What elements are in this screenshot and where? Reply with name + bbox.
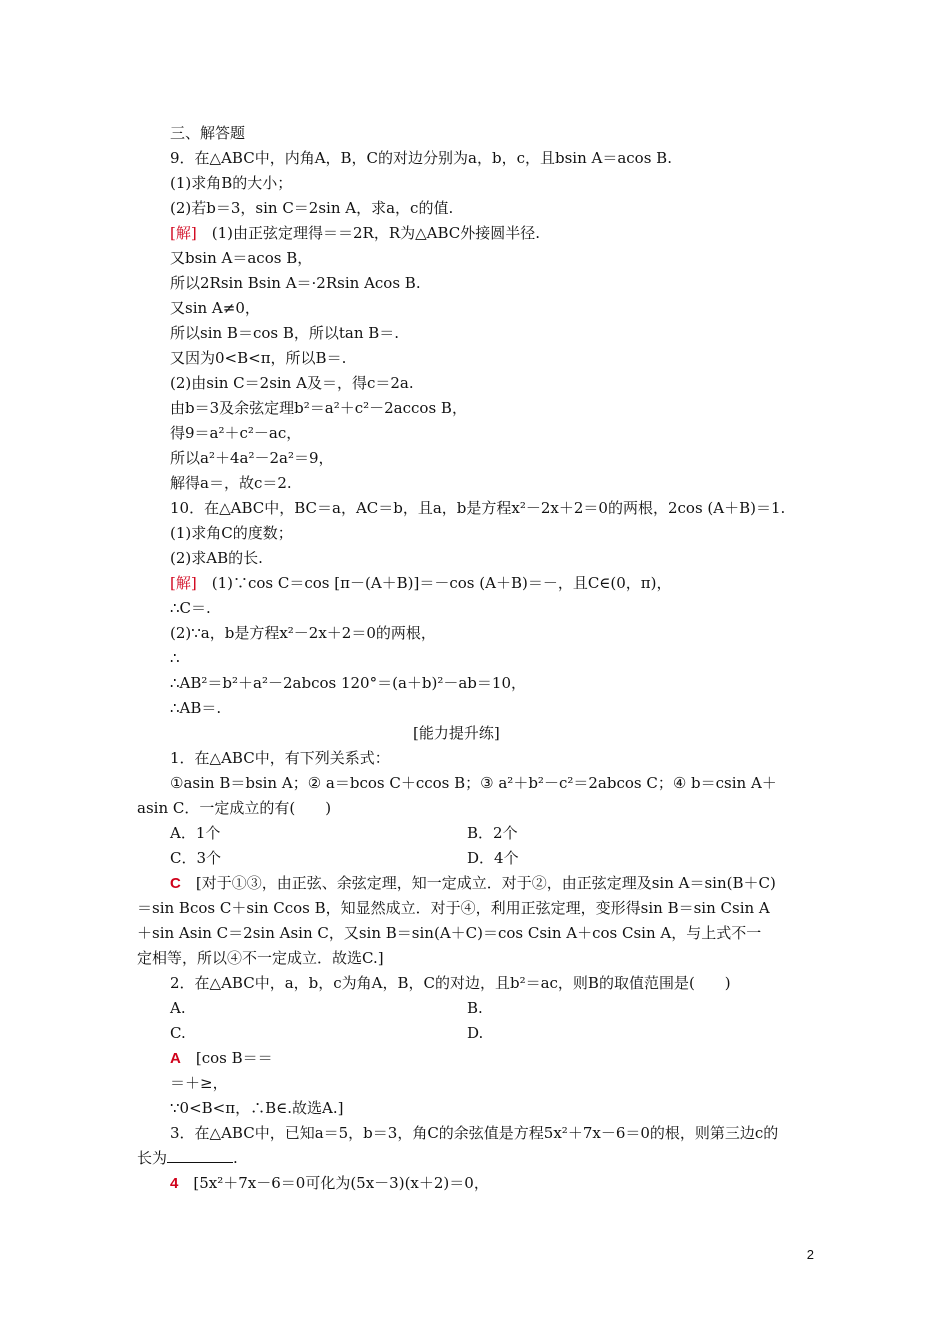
- question-2-option-a: A.: [170, 999, 186, 1017]
- answer-letter: A: [170, 1050, 181, 1067]
- problem-10-part-2: (2)求AB的长.: [170, 549, 263, 567]
- problem-10-stem: 10．在△ABC中，BC＝a，AC＝b，且a，b是方程x²－2x＋2＝0的两根，2cos (A＋B)＝1.: [170, 499, 786, 517]
- solution-9-line-7: (2)由sin C＝2sin A及＝，得c＝2a.: [170, 374, 414, 392]
- question-1-stem: 1．在△ABC中，有下列关系式：: [170, 749, 390, 767]
- problem-10-part-1: (1)求角C的度数；: [170, 524, 293, 542]
- question-2-explanation-1: A [cos B＝＝: [170, 1049, 273, 1067]
- solution-9-line-3: 所以2Rsin Bsin A＝·2Rsin Acos B.: [170, 274, 421, 292]
- solution-10-line-3: (2)∵a，b是方程x²－2x＋2＝0的两根，: [170, 624, 436, 642]
- answer-letter: C: [170, 875, 181, 892]
- question-1-explanation-2: ＝sin Bcos C＋sin Ccos B，知显然成立．对于④，利用正弦定理，变形得sin B＝sin Csin A: [137, 899, 770, 917]
- question-1-option-b: B．2个: [467, 824, 518, 842]
- question-1-relations: ①asin B＝bsin A；② a＝bcos C＋ccos B；③ a²＋b²－c²＝2abcos C；④ b＝csin A＋: [170, 774, 777, 792]
- question-1-option-a: A．1个: [170, 824, 221, 842]
- problem-9-stem: 9．在△ABC中，内角A，B，C的对边分别为a，b，c，且bsin A＝acos B.: [170, 149, 672, 167]
- section-title-practice: [能力提升练]: [413, 724, 500, 742]
- question-1-relations-cont: asin C．一定成立的有( ): [137, 799, 332, 817]
- solution-9-line-9: 得9＝a²＋c²－ac，: [170, 424, 302, 442]
- question-3-explanation-1: 4 [5x²＋7x－6＝0可化为(5x－3)(x＋2)＝0，: [170, 1174, 489, 1192]
- solution-10-line-2: ∴C＝.: [170, 599, 211, 617]
- question-2-option-b: B.: [467, 999, 483, 1017]
- question-1-explanation-4: 定相等，所以④不一定成立．故选C.]: [137, 949, 384, 967]
- solution-9-line-6: 又因为0<B<π，所以B＝.: [170, 349, 347, 367]
- solution-9-line-1: [解] (1)由正弦定理得＝＝2R，R为△ABC外接圆半径.: [170, 224, 541, 242]
- section-heading: 三、解答题: [170, 124, 246, 142]
- question-3-stem-cont: 长为 .: [137, 1149, 238, 1167]
- solution-9-line-5: 所以sin B＝cos B，所以tan B＝.: [170, 324, 400, 342]
- question-1-explanation-1: C [对于①③，由正弦、余弦定理，知一定成立．对于②，由正弦定理及sin A＝sin(B＋C): [170, 874, 776, 892]
- solution-9-line-11: 解得a＝，故c＝2.: [170, 474, 292, 492]
- answer-number: 4: [170, 1175, 179, 1192]
- solution-9-line-2: 又bsin A＝acos B，: [170, 249, 313, 267]
- question-1-option-d: D．4个: [467, 849, 519, 867]
- page-number: 2: [806, 1247, 814, 1262]
- question-2-explanation-3: ∵0<B<π，∴B∈.故选A.]: [170, 1099, 344, 1117]
- question-2-explanation-2: ＝＋≥，: [170, 1074, 228, 1092]
- answer-blank: [167, 1148, 233, 1163]
- solution-tag: [解]: [170, 224, 197, 242]
- solution-9-line-4: 又sin A≠0，: [170, 299, 260, 317]
- question-1-option-c: C．3个: [170, 849, 222, 867]
- question-1-explanation-3: ＋sin Asin C＝2sin Asin C，又sin B＝sin(A＋C)＝cos Csin A＋cos Csin A，与上式不一: [137, 924, 762, 942]
- question-2-stem: 2．在△ABC中，a，b，c为角A，B，C的对边，且b²＝ac，则B的取值范围是( ): [170, 974, 731, 992]
- solution-9-line-10: 所以a²＋4a²－2a²＝9，: [170, 449, 334, 467]
- solution-10-line-5: ∴AB²＝b²＋a²－2abcos 120°＝(a＋b)²－ab＝10，: [170, 674, 526, 692]
- problem-9-part-1: (1)求角B的大小；: [170, 174, 293, 192]
- question-3-stem: 3．在△ABC中，已知a＝5，b＝3，角C的余弦值是方程5x²＋7x－6＝0的根，则第三边c的: [170, 1124, 779, 1142]
- solution-9-line-8: 由b＝3及余弦定理b²＝a²＋c²－2accos B，: [170, 399, 467, 417]
- question-2-option-c: C.: [170, 1024, 186, 1042]
- solution-10-line-1: [解] (1)∵cos C＝cos [π－(A＋B)]＝－cos (A＋B)＝－，且C∈(0，π)，: [170, 574, 672, 592]
- question-2-option-d: D.: [467, 1024, 484, 1042]
- solution-10-line-6: ∴AB＝.: [170, 699, 222, 717]
- problem-9-part-2: (2)若b＝3，sin C＝2sin A，求a，c的值.: [170, 199, 454, 217]
- solution-tag: [解]: [170, 574, 197, 592]
- solution-10-line-4: ∴: [170, 649, 180, 667]
